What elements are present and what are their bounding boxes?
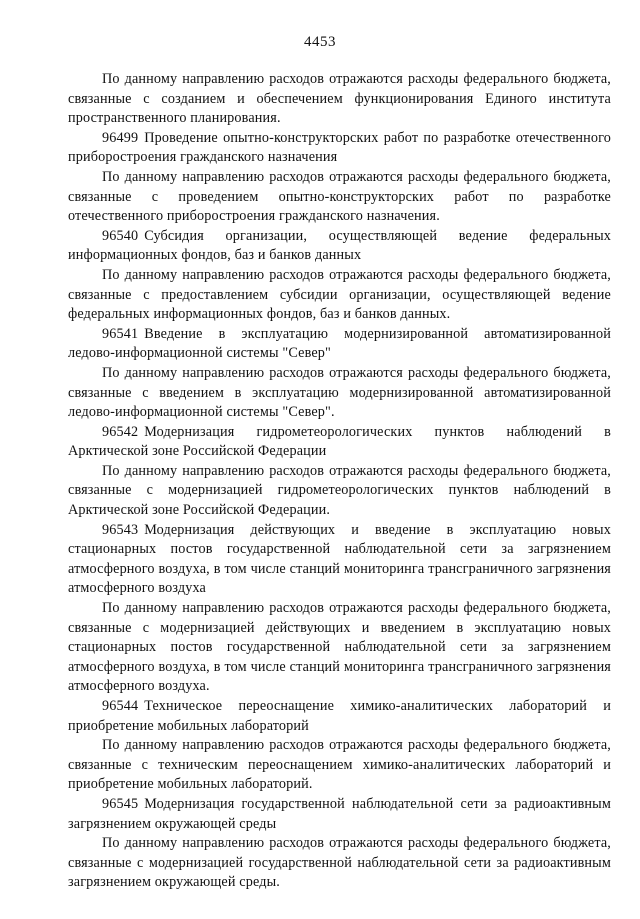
code-title: Техническое переоснащение химико-аналитических лабораторий и приобретение мобильных лабораторий: [68, 698, 611, 734]
budget-code: 96540: [102, 227, 139, 244]
paragraph-code-96544: [68, 697, 611, 736]
budget-code: 96544: [102, 698, 139, 714]
document-body: [68, 70, 611, 893]
paragraph-description: По данному направлению расходов отражаются расходы федерального бюджета, связанные с введением в эксплуатацию модернизированной автоматизированной ледово-информационной системы "Север".: [68, 364, 611, 421]
page-number: 4453: [304, 34, 336, 50]
paragraph-description: По данному направлению расходов отражаются расходы федерального бюджета, связанные с предоставлением субсидии организации, осуществляющей ведение федеральных информационных фондов, баз и банков данных.: [68, 266, 611, 323]
paragraph-description: По данному направлению расходов отражаются расходы федерального бюджета, связанные с модернизацией действующих и введением в эксплуатацию новых стационарных постов государственной наблюдательной сети за загрязнением атмосферного воздуха, в том числе станций мониторинга трансграничного загрязнения атмосферного воздуха.: [68, 600, 611, 695]
paragraph-description: По данному направлению расходов отражаются расходы федерального бюджета, связанные с проведением опытно-конструкторских работ по разработке отечественного приборостроения гражданского назначения.: [68, 168, 611, 225]
budget-code: 96542: [102, 423, 139, 440]
budget-code: 96541: [102, 325, 139, 342]
paragraph-code-96541: [68, 325, 611, 364]
code-title: Модернизация действующих и введение в эксплуатацию новых стационарных постов государственной наблюдательной сети за загрязнением атмосферного воздуха, в том числе станций мониторинга трансграничного загрязнения атмосферного воздуха: [68, 521, 611, 597]
paragraph-code-96499: [68, 129, 611, 168]
budget-code: 96499: [102, 129, 139, 146]
paragraph-description: По данному направлению расходов отражаются расходы федерального бюджета, связанные с модернизацией гидрометеорологических пунктов наблюдений в Арктической зоне Российской Федерации.: [68, 462, 611, 519]
paragraph-description: По данному направлению расходов отражаются расходы федерального бюджета, связанные с техническим переоснащением химико-аналитических лабораторий и приобретение мобильных лабораторий.: [68, 737, 611, 793]
paragraph-code-96543: [68, 521, 611, 599]
budget-code: 96545: [102, 795, 139, 812]
code-title: Проведение опытно-конструкторских работ по разработке отечественного приборостроения гражданского назначения: [68, 129, 611, 166]
code-title: Модернизация гидрометеорологических пунктов наблюдений в Арктической зоне Российской Федерации: [68, 423, 611, 460]
code-title: Модернизация государственной наблюдательной сети за радиоактивным загрязнением окружающей среды: [68, 795, 611, 832]
paragraph-description: По данному направлению расходов отражаются расходы федерального бюджета, связанные с модернизацией государственной наблюдательной сети за радиоактивным загрязнением окружающей среды.: [68, 835, 611, 891]
code-title: Введение в эксплуатацию модернизированной автоматизированной ледово-информационной системы "Север": [68, 325, 611, 362]
budget-code: 96543: [102, 521, 139, 538]
code-title: Субсидия организации, осуществляющей ведение федеральных информационных фондов, баз и банков данных: [68, 227, 611, 264]
paragraph-description: По данному направлению расходов отражаются расходы федерального бюджета, связанные с созданием и обеспечением функционирования Единого института пространственного планирования.: [68, 71, 611, 127]
paragraph-code-96540: [68, 227, 611, 266]
paragraph-code-96545: [68, 795, 611, 834]
paragraph-code-96542: [68, 423, 611, 462]
